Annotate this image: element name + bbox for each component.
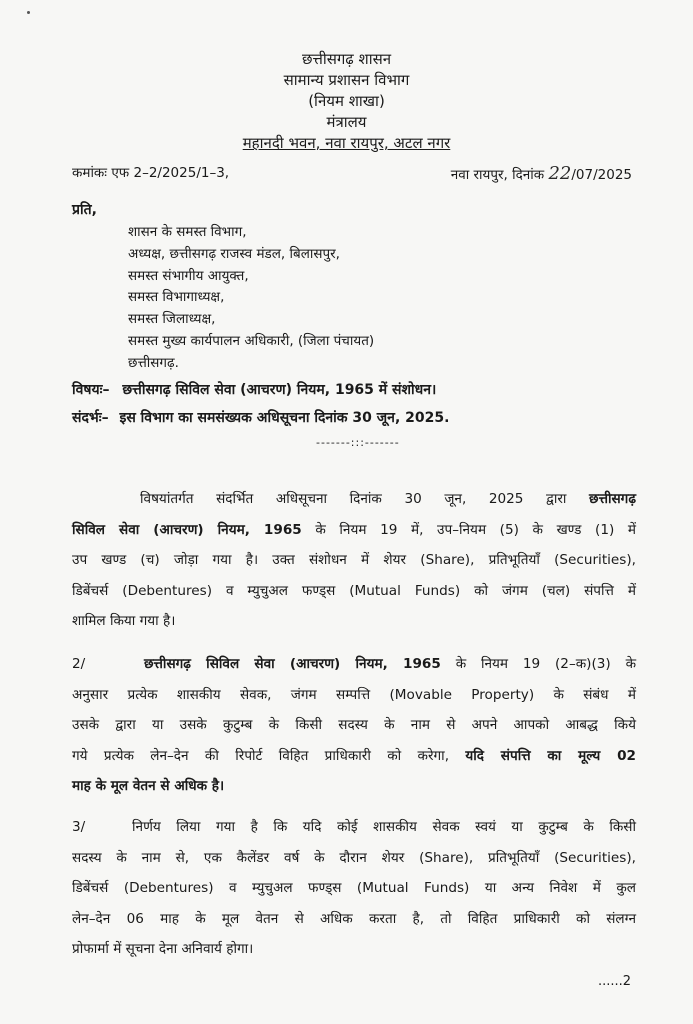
separator: -------:::-------: [316, 436, 400, 449]
recipient-item: समस्त जिलाध्यक्ष,: [128, 311, 216, 328]
reference-label: संदर्भः–: [72, 410, 109, 426]
header-branch: (नियम शाखा): [308, 92, 385, 110]
date-prefix: नवा रायपुर, दिनांक: [450, 167, 545, 183]
recipient-item: शासन के समस्त विभाग,: [128, 224, 247, 240]
para1-line: विषयांतर्गत संदर्भित अधिसूचना दिनांक 30 जून, 2025 द्वारा छत्तीसगढ़: [140, 491, 636, 507]
para2-line: 2/ छत्तीसगढ़ सिविल सेवा (आचरण) नियम, 1965 के नियम 19 (2–क)(3) के: [72, 649, 636, 680]
header-government: छत्तीसगढ़ शासन: [301, 50, 392, 68]
para1-line: सिविल सेवा (आचरण) नियम, 1965 के नियम 19 में, उप–नियम (5) के खण्ड (1) में: [72, 521, 637, 538]
letter-date: [451, 163, 632, 184]
recipient-item: अध्यक्ष, छत्तीसगढ़ राजस्व मंडल, बिलासपुर,: [128, 245, 340, 262]
header-department: सामान्य प्रशासन विभाग: [283, 71, 410, 89]
para2-line: अनुसार प्रत्येक शासकीय सेवक, जंगम सम्पत्ति (Movable Property) के संबंध में: [72, 686, 636, 703]
para2-line: उसके द्वारा या उसके कुटुम्ब के किसी सदस्य के नाम से अपने आपको आबद्ध किये: [72, 717, 636, 733]
paragraph-3: [72, 812, 636, 965]
to-label: प्रति,: [72, 202, 97, 218]
recipient-item: समस्त विभागाध्यक्ष,: [128, 289, 225, 306]
para1-line: उप खण्ड (च) जोड़ा गया है। उक्त संशोधन में शेयर (Share), प्रतिभूतियॉं (Securities),: [72, 552, 636, 568]
para3-line: डिबेंचर्स (Debentures) व म्युचुअल फण्ड्स (Mutual Funds) या अन्य निवेश में कुल: [72, 880, 636, 896]
scan-speck: [27, 11, 30, 14]
para2-line: गये प्रत्येक लेन–देन की रिपोर्ट विहित प्राधिकारी को करेगा, यदि संपत्ति का मूल्य 02: [72, 747, 637, 764]
date-month-year: /07/2025: [571, 167, 632, 183]
letterhead: [0, 49, 693, 154]
subject-text: छत्तीसगढ़ सिविल सेवा (आचरण) नियम, 1965 में संशोधन।: [122, 382, 437, 398]
recipient-item: छत्तीसगढ़.: [128, 354, 179, 371]
header-address: महानदी भवन, नवा रायपुर, अटल नगर: [242, 134, 451, 152]
date-day-handwritten: 22: [548, 163, 572, 184]
letter-number: कमांकः एफ 2–2/2025/1–3,: [72, 165, 230, 181]
para1-line: डिबेंचर्स (Debentures) व म्युचुअल फण्ड्स (Mutual Funds) को जंगम (चल) संपत्ति में: [72, 582, 636, 599]
recipient-list: [128, 222, 374, 375]
subject-label: विषयः–: [72, 382, 110, 398]
subject-line: [72, 380, 436, 399]
para3-line: लेन–देन 06 माह के मूल वेतन से अधिक करता है, तो विहित प्राधिकारी को संलग्न: [72, 910, 636, 927]
paragraph-1: [72, 484, 636, 637]
para3-number: 3/: [72, 819, 86, 835]
para3-line: 3/ निर्णय लिया गया है कि यदि कोई शासकीय सेवक स्वयं या कुटुम्ब के किसी: [72, 812, 636, 843]
recipient-item: समस्त संभागीय आयुक्त,: [128, 267, 249, 284]
page-continuation: ......2: [598, 974, 632, 989]
para2-line: माह के मूल वेतन से अधिक है।: [72, 778, 225, 794]
para3-line: सदस्य के नाम से, एक कैलेंडर वर्ष के दौरान शेयर (Share), प्रतिभूतियॉं (Securities),: [72, 849, 636, 866]
paragraph-2: [72, 649, 636, 802]
reference-text: इस विभाग का समसंख्यक अधिसूचना दिनांक 30 जून, 2025.: [119, 410, 450, 426]
para2-number: 2/: [72, 656, 86, 672]
recipient-item: समस्त मुख्य कार्यपालन अधिकारी, (जिला पंचायत): [128, 332, 375, 349]
para3-line: प्रोफार्मा में सूचना देना अनिवार्य होगा।: [72, 941, 254, 957]
para1-line: शामिल किया गया है।: [72, 613, 176, 629]
reference-line: [72, 408, 449, 427]
header-ministry: मंत्रालय: [326, 113, 367, 131]
